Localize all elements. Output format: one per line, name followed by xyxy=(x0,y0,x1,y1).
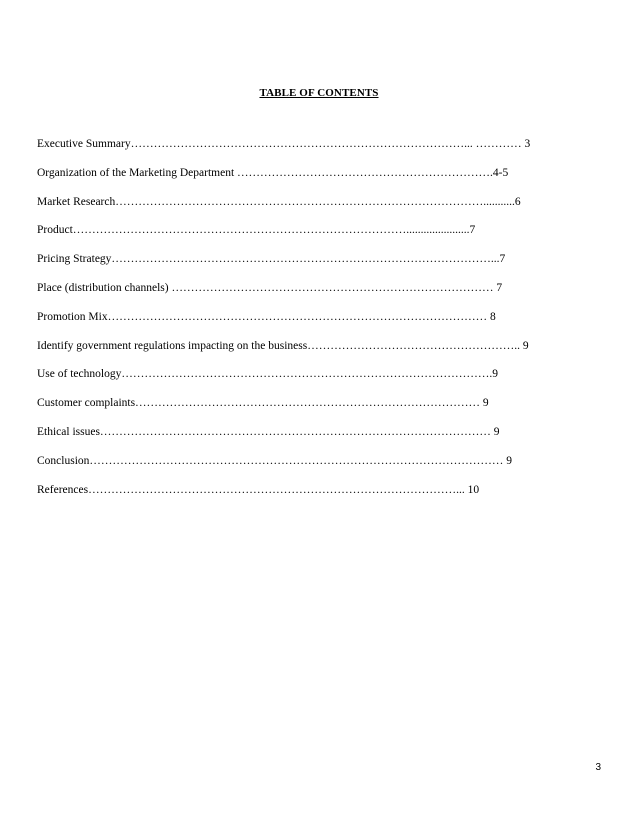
toc-entry: Ethical issues………………………………………………………………………………………… 9 xyxy=(37,425,500,438)
toc-entry: Market Research……………………………………………………………………………………...........6 xyxy=(37,195,521,208)
toc-entry: Customer complaints……………………………………………………………………………… 9 xyxy=(37,397,489,410)
toc-entry: References……………………………………………………………………………………... 10 xyxy=(37,483,480,496)
toc-entry: Use of technology…………………………………………………………………………………….9 xyxy=(37,368,498,381)
toc-entry: Pricing Strategy………………………………………………………………………………………...7 xyxy=(37,253,506,266)
toc-entry: Organization of the Marketing Department ………………………………………………………….4-5 xyxy=(37,166,509,179)
toc-entry: Promotion Mix……………………………………………………………………………………… 8 xyxy=(37,310,496,323)
toc-entry: Product……………………………………………………………………………......................7 xyxy=(37,224,476,237)
toc-title: TABLE OF CONTENTS xyxy=(259,87,379,99)
toc-entry: Identify government regulations impacting on the business……………………………………………….. 9 xyxy=(37,339,529,352)
toc-list xyxy=(37,137,577,511)
toc-entry: Place (distribution channels) ………………………………………………………………………… 7 xyxy=(37,281,503,294)
page-number: 3 xyxy=(595,762,601,773)
toc-entry: Conclusion……………………………………………………………………………………………… 9 xyxy=(37,454,513,467)
toc-entry: Executive Summary……………………………………………………………………………... ………… 3 xyxy=(37,138,531,150)
